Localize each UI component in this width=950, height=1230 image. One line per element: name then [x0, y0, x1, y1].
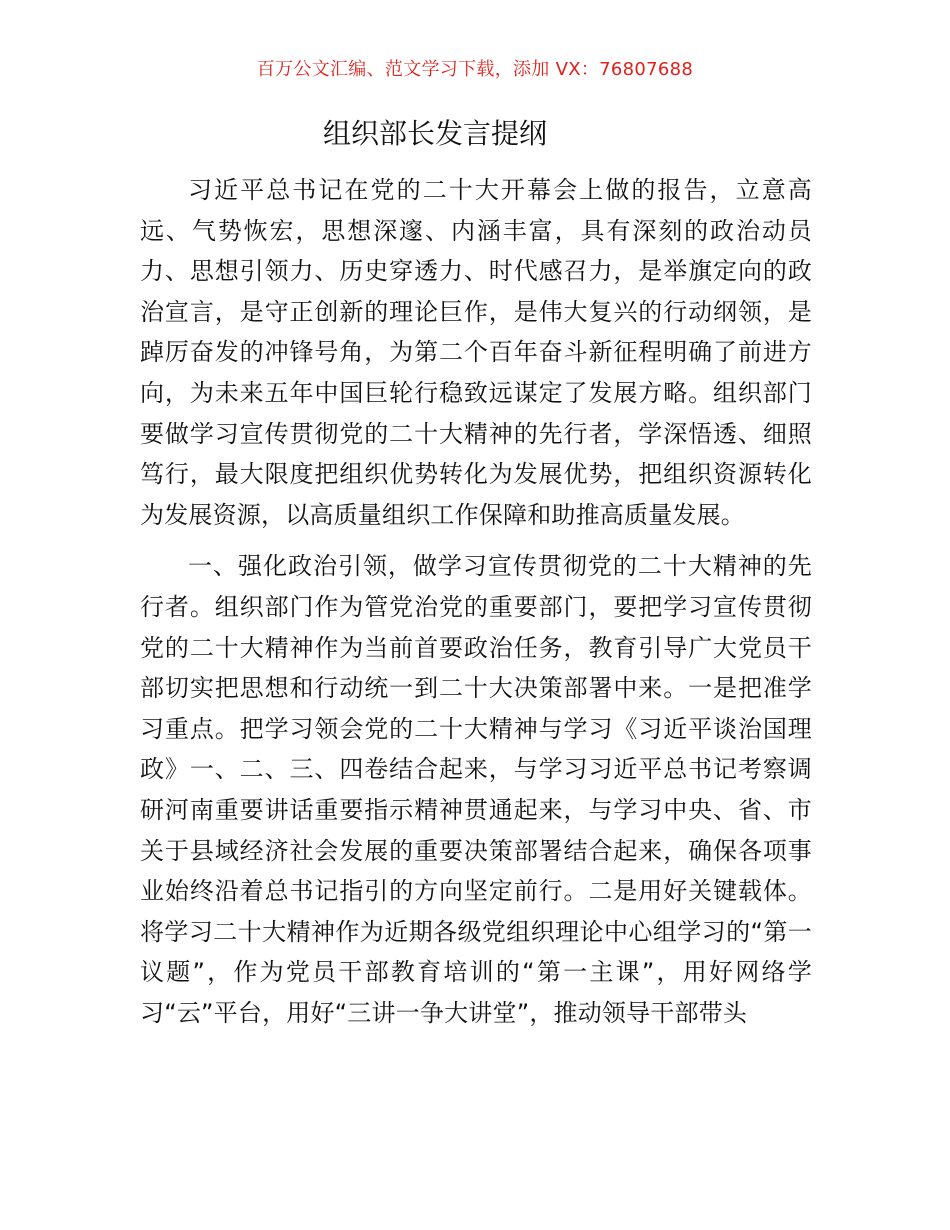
document-title: 组织部长发言提纲 [322, 117, 547, 150]
watermark-banner: 百万公文汇编、范文学习下载，添加 VX：76807688 [256, 59, 694, 80]
paragraph: 习近平总书记在党的二十大开幕会上做的报告，立意高远、气势恢宏，思想深邃、内涵丰富，具有深刻的政治动员力、思想引领力、历史穿透力、时代感召力，是举旗定向的政治宣言，是守正创新的理论巨作，是伟大复兴的行动纲领，是踔厉奋发的冲锋号角，为第二个百年奋斗新征程明确了前进方向，为未来五年中国巨轮行稳致远谋定了发展方略。组织部门要做学习宣传贯彻党的二十大精神的先行者，学深悟透、细照笃行，最大限度把组织优势转化为发展优势，把组织资源转化为发展资源，以高质量组织工作保障和助推高质量发展。 [140, 176, 812, 529]
paragraph: 一、强化政治引领，做学习宣传贯彻党的二十大精神的先行者。组织部门作为管党治党的重要部门，要把学习宣传贯彻党的二十大精神作为当前首要政治任务，教育引导广大党员干部切实把思想和行动统一到二十大决策部署中来。一是把准学习重点。把学习领会党的二十大精神与学习《习近平谈治国理政》一、二、三、四卷结合起来，与学习习近平总书记考察调研河南重要讲话重要指示精神贯通起来，与学习中央、省、市关于县域经济社会发展的重要决策部署结合起来，确保各项事业始终沿着总书记指引的方向坚定前行。二是用好关键载体。将学习二十大精神作为近期各级党组织理论中心组学习的“第一议题”，作为党员干部教育培训的“第一主课”，用好网络学习“云”平台，用好“三讲一争大讲堂”，推动领导干部带头 [140, 552, 812, 1027]
document-body [140, 170, 812, 1033]
